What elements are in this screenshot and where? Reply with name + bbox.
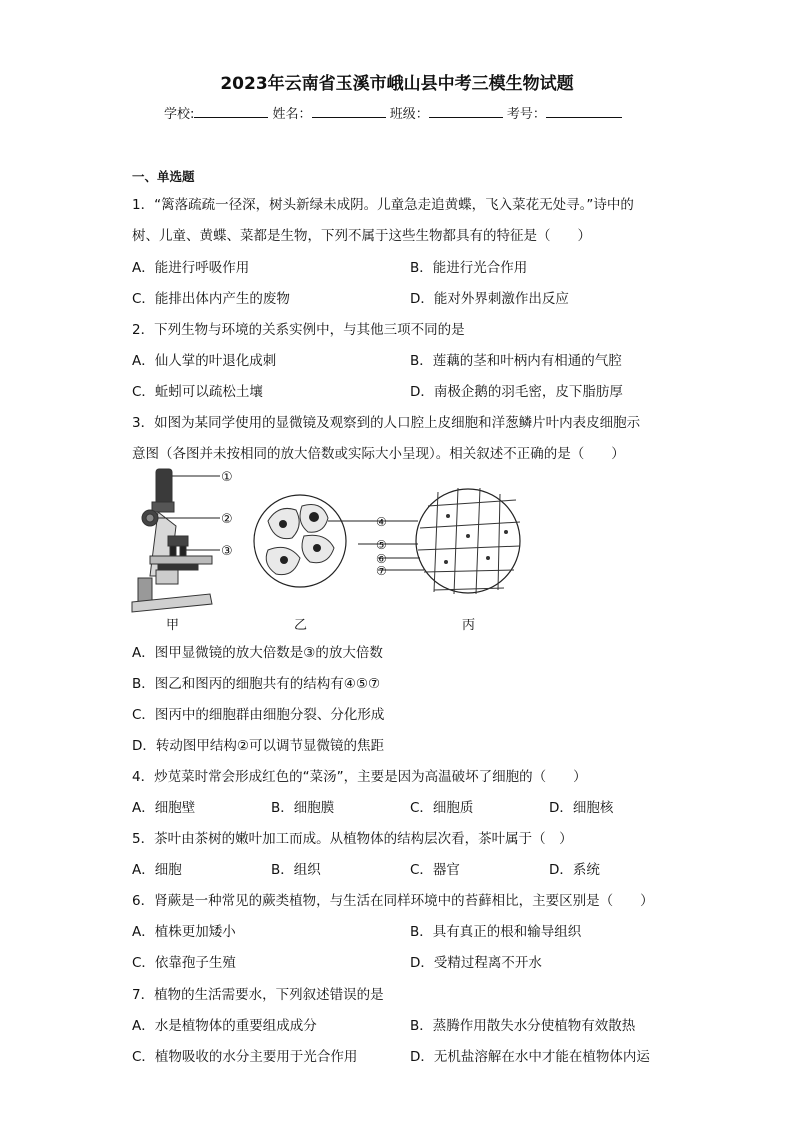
- question-3-stem-line2: 意图（各图并未按相同的放大倍数或实际大小呈现）。相关叙述不正确的是（ ）: [132, 446, 625, 462]
- question-4-option-d: D．细胞核: [549, 800, 614, 816]
- school-blank: [194, 105, 268, 118]
- question-3-figure: [128, 466, 548, 636]
- section-heading: 一、单选题: [132, 169, 195, 184]
- label-5: ⑤: [376, 538, 387, 552]
- page-title: 2023年云南省玉溪市峨山县中考三模生物试题: [220, 74, 574, 94]
- question-2-option-d: D．南极企鹅的羽毛密，皮下脂肪厚: [410, 384, 623, 400]
- caption-jia: 甲: [166, 618, 180, 633]
- microscope-cell-diagram: [128, 466, 548, 636]
- label-7: ⑦: [376, 564, 387, 578]
- question-7-option-b: B．蒸腾作用散失水分使植物有效散热: [410, 1018, 636, 1034]
- question-4-stem: 4．炒苋菜时常会形成红色的“菜汤”，主要是因为高温破坏了细胞的（ ）: [132, 769, 587, 785]
- question-1-option-b: B．能进行光合作用: [410, 260, 528, 276]
- cheek-cells-illustration: [254, 495, 346, 587]
- class-blank: [429, 105, 503, 118]
- label-1: ①: [221, 470, 233, 485]
- question-3-option-d: D．转动图甲结构②可以调节显微镜的焦距: [132, 738, 384, 754]
- question-1-stem-line2: 树、儿童、黄蝶、菜都是生物，下列不属于这些生物都具有的特征是（ ）: [132, 228, 591, 244]
- number-blank: [546, 105, 622, 118]
- question-5-option-b: B．组织: [271, 862, 321, 878]
- label-4: ④: [376, 515, 387, 529]
- question-4-option-c: C．细胞质: [410, 800, 474, 816]
- question-2-option-c: C．蚯蚓可以疏松土壤: [132, 384, 263, 400]
- question-1-stem-line1: 1．“篱落疏疏一径深，树头新绿未成阴。儿童急走追黄蝶，飞入菜花无处寻。”诗中的: [132, 197, 634, 213]
- question-6-option-b: B．具有真正的根和输导组织: [410, 924, 582, 940]
- question-4-option-b: B．细胞膜: [271, 800, 335, 816]
- question-2-option-b: B．莲藕的茎和叶柄内有相通的气腔: [410, 353, 622, 369]
- question-1-option-c: C．能排出体内产生的废物: [132, 291, 290, 307]
- onion-cells-illustration: [328, 488, 520, 594]
- question-3-option-a: A．图甲显微镜的放大倍数是③的放大倍数: [132, 645, 383, 661]
- question-5-option-c: C．器官: [410, 862, 460, 878]
- name-blank: [312, 105, 386, 118]
- label-2: ②: [221, 512, 233, 527]
- question-1-option-a: A．能进行呼吸作用: [132, 260, 250, 276]
- question-6-option-a: A．植株更加矮小: [132, 924, 236, 940]
- school-label: 学校:: [164, 107, 195, 122]
- student-info-line: [164, 103, 622, 122]
- question-7-option-a: A．水是植物体的重要组成成分: [132, 1018, 317, 1034]
- question-4-option-a: A．细胞壁: [132, 800, 196, 816]
- question-1-option-d: D．能对外界刺激作出反应: [410, 291, 569, 307]
- name-label: 姓名：: [272, 107, 312, 122]
- question-2-option-a: A．仙人掌的叶退化成刺: [132, 353, 277, 369]
- question-6-option-d: D．受精过程离不开水: [410, 955, 542, 971]
- question-7-option-d: D．无机盐溶解在水中才能在植物体内运: [410, 1049, 650, 1065]
- question-3-stem-line1: 3．如图为某同学使用的显微镜及观察到的人口腔上皮细胞和洋葱鳞片叶内表皮细胞示: [132, 415, 641, 431]
- question-2-stem: 2．下列生物与环境的关系实例中，与其他三项不同的是: [132, 322, 465, 338]
- question-6-stem: 6．肾蕨是一种常见的蕨类植物，与生活在同样环境中的苔藓相比，主要区别是（ ）: [132, 893, 654, 909]
- question-6-option-c: C．依靠孢子生殖: [132, 955, 236, 971]
- question-5-option-d: D．系统: [549, 862, 600, 878]
- label-6: ⑥: [376, 552, 387, 566]
- microscope-illustration: [132, 469, 220, 612]
- label-3: ③: [221, 544, 233, 559]
- question-3-option-b: B．图乙和图丙的细胞共有的结构有④⑤⑦: [132, 676, 381, 692]
- question-5-stem: 5．茶叶由茶树的嫩叶加工而成。从植物体的结构层次看，茶叶属于（ ）: [132, 831, 573, 847]
- caption-yi: 乙: [294, 618, 308, 633]
- caption-bing: 丙: [462, 618, 476, 633]
- number-label: 考号：: [506, 107, 546, 122]
- question-7-stem: 7．植物的生活需要水，下列叙述错误的是: [132, 987, 384, 1003]
- question-5-option-a: A．细胞: [132, 862, 182, 878]
- question-7-option-c: C．植物吸收的水分主要用于光合作用: [132, 1049, 358, 1065]
- class-label: 班级：: [389, 107, 429, 122]
- question-3-option-c: C．图丙中的细胞群由细胞分裂、分化形成: [132, 707, 385, 723]
